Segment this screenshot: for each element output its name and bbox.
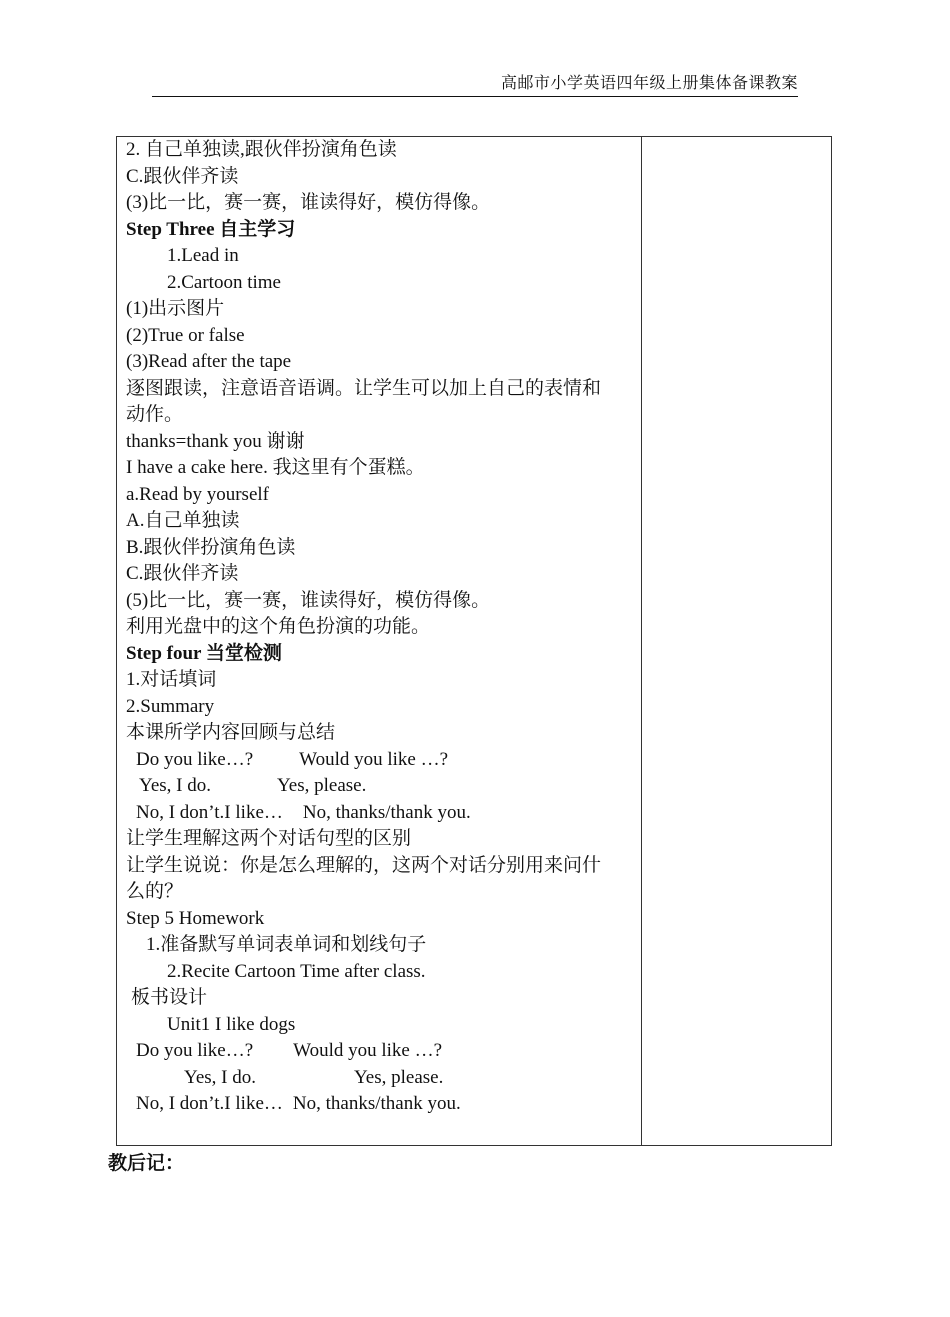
text-line: 2.Recite Cartoon Time after class. [167,960,426,982]
lesson-plan-table [116,136,832,1146]
text-line: I have a cake here. 我这里有个蛋糕。 [126,457,425,478]
board-right: No, thanks/thank you. [292,1093,461,1114]
text-line: 2.Summary [126,695,215,717]
column-divider [641,137,642,1145]
text-line: C.跟伙伴齐读 [126,563,239,584]
lesson-content-cell [126,137,636,1118]
dialogue-row [126,773,636,800]
step-four-heading: Step four 当堂检测 [126,642,282,664]
board-left: Do you like…? [136,1040,254,1061]
board-right: Yes, please. [353,1066,444,1088]
header-rule [152,96,798,97]
board-row [126,1065,636,1092]
text-line: 利用光盘中的这个角色扮演的功能。 [126,616,431,637]
text-line: 1.准备默写单词表单词和划线句子 [146,934,427,955]
board-row [126,1091,636,1118]
dialogue-row [126,800,636,827]
text-line: (1)出示图片 [126,298,225,319]
dialogue-left: Do you like…? [136,748,254,770]
dialogue-right: No, thanks/thank you. [302,801,471,823]
dialogue-right: Yes, please. [276,775,367,796]
board-unit-title: Unit1 I like dogs [167,1013,296,1035]
text-line: C.跟伙伴齐读 [126,165,239,187]
step-five-heading: Step 5 Homework [126,907,265,929]
text-line: thanks=thank you 谢谢 [126,430,305,452]
text-line: (5)比一比，赛一赛，谁读得好，模仿得像。 [126,589,491,611]
board-right: Would you like …? [293,1040,443,1061]
page-header-title: 高邮市小学英语四年级上册集体备课教案 [500,73,798,92]
dialogue-left: Yes, I do. [139,775,211,796]
text-line: 1.对话填词 [126,669,217,690]
text-line: A.自己单独读 [126,510,240,531]
text-line: 让学生理解这两个对话句型的区别 [126,828,412,849]
text-line: 么的？ [126,881,184,902]
text-line: B.跟伙伴扮演角色读 [126,536,296,558]
board-row [126,1038,636,1065]
text-line: 本课所学内容回顾与总结 [126,722,336,743]
dialogue-right: Would you like …? [299,748,449,770]
text-line: 2. 自己单独读,跟伙伴扮演角色读 [126,139,397,160]
step-three-heading: Step Three 自主学习 [126,218,296,240]
text-line: (2)True or false [126,324,245,346]
text-line: a.Read by yourself [126,483,269,505]
board-design-heading: 板书设计 [131,987,208,1008]
text-line: (3)Read after the tape [126,351,292,372]
text-line: (3)比一比，赛一赛，谁读得好，模仿得像。 [126,192,491,213]
text-line: 动作。 [126,404,184,425]
text-line: 2.Cartoon time [167,271,281,293]
dialogue-left: No, I don’t.I like… [136,801,283,823]
dialogue-row [126,747,636,774]
text-line: 逐图跟读，注意语音语调。让学生可以加上自己的表情和 [126,377,602,399]
post-class-notes-label: 教后记： [108,1152,185,1174]
board-left: Yes, I do. [184,1066,256,1088]
board-left: No, I don’t.I like… [136,1093,283,1114]
text-line: 1.Lead in [167,245,239,266]
text-line: 让学生说说：你是怎么理解的，这两个对话分别用来问什 [126,854,602,876]
